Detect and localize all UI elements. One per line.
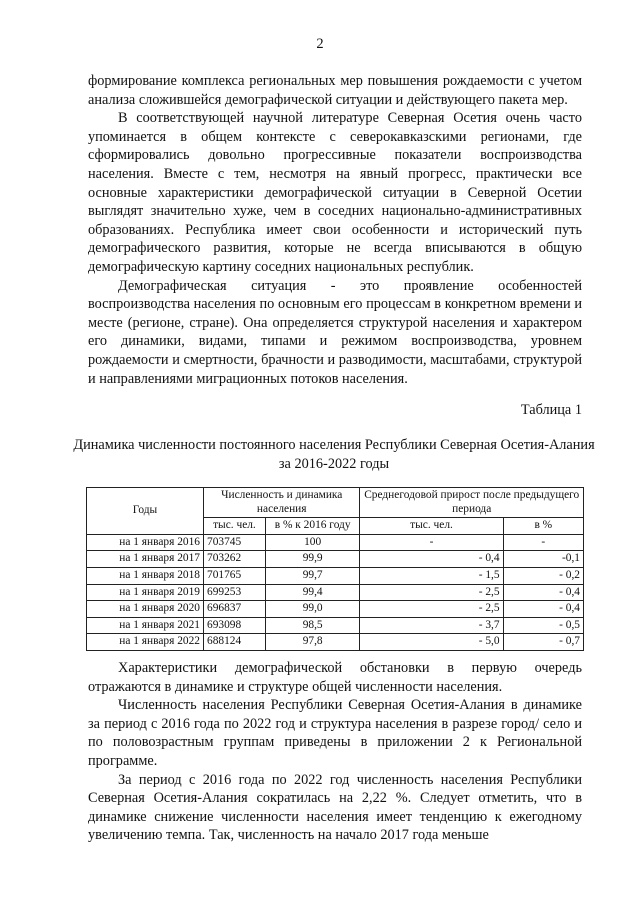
cell-year: на 1 января 2016 bbox=[87, 534, 204, 551]
cell-thousand: 696837 bbox=[204, 601, 266, 618]
page-number: 2 bbox=[316, 36, 324, 52]
cell-growth: - 0,4 bbox=[360, 551, 503, 568]
table-row bbox=[87, 584, 584, 601]
table-row bbox=[87, 534, 584, 551]
cell-thousand: 693098 bbox=[204, 617, 266, 634]
paragraph: Численность населения Республики Северная Осетия-Алания в динамике за период с 2016 года по 2022 год и структура населения в разрезе город/ село и по половозрастным группам приведены в приложении 2 к Региональной программе. bbox=[88, 697, 582, 769]
subheader-percent: в % bbox=[503, 518, 583, 535]
subheader-thousand: тыс. чел. bbox=[204, 518, 266, 535]
cell-growth-pct: - 0,5 bbox=[503, 617, 583, 634]
population-table bbox=[86, 487, 584, 651]
cell-growth-pct: -0,1 bbox=[503, 551, 583, 568]
cell-percent-2016: 97,8 bbox=[265, 634, 360, 651]
cell-growth: - 2,5 bbox=[360, 584, 503, 601]
header-growth: Среднегодовой прирост после предыдущего периода bbox=[360, 488, 584, 518]
subheader-thousand-growth: тыс. чел. bbox=[360, 518, 503, 535]
cell-growth-pct: - bbox=[503, 534, 583, 551]
cell-percent-2016: 98,5 bbox=[265, 617, 360, 634]
cell-growth: - bbox=[360, 534, 503, 551]
cell-growth-pct: - 0,2 bbox=[503, 567, 583, 584]
cell-growth-pct: - 0,4 bbox=[503, 584, 583, 601]
cell-year: на 1 января 2017 bbox=[87, 551, 204, 568]
table-row bbox=[87, 617, 584, 634]
cell-thousand: 703262 bbox=[204, 551, 266, 568]
cell-year: на 1 января 2020 bbox=[87, 601, 204, 618]
table-row bbox=[87, 567, 584, 584]
table-header-row bbox=[87, 488, 584, 518]
paragraph: Демографическая ситуация - это проявление особенностей воспроизводства населения по основным его процессам в конкретном времени и месте (регионе, стране). Она определяется структурой населения и характером его динамики, видами, типами и режимом воспроизводства, уровнем рождаемости и смертности, брачности и разводимости, масштабами, структурой и направлениями миграционных потоков населения. bbox=[88, 277, 582, 387]
intro-text bbox=[88, 72, 582, 388]
paragraph: За период с 2016 года по 2022 год численность населения Республики Северная Осетия-Алания сократилась на 2,22 %. Следует отметить, что в динамике снижение численности населения имеет тенденцию к ежегодному увеличению темпа. Так, численность на начало 2017 года меньше bbox=[88, 771, 582, 844]
cell-percent-2016: 99,0 bbox=[265, 601, 360, 618]
cell-growth: - 3,7 bbox=[360, 617, 503, 634]
after-text bbox=[88, 659, 582, 845]
subheader-percent-2016: в % к 2016 году bbox=[265, 518, 360, 535]
header-years: Годы bbox=[87, 488, 204, 535]
cell-growth: - 5,0 bbox=[360, 634, 503, 651]
paragraph: формирование комплекса региональных мер повышения рождаемости с учетом анализа сложившейся демографической ситуации и действующего пакета мер. bbox=[88, 73, 582, 108]
table-label: Таблица 1 bbox=[520, 402, 582, 418]
cell-percent-2016: 100 bbox=[265, 534, 360, 551]
table-title: Динамика численности постоянного населения Республики Северная Осетия-Алания за 2016-2022 годы bbox=[73, 437, 595, 472]
cell-percent-2016: 99,9 bbox=[265, 551, 360, 568]
cell-thousand: 703745 bbox=[204, 534, 266, 551]
cell-growth-pct: - 0,7 bbox=[503, 634, 583, 651]
table-row bbox=[87, 601, 584, 618]
table-row bbox=[87, 551, 584, 568]
paragraph: Характеристики демографической обстановки в первую очередь отражаются в динамике и структуре общей численности населения. bbox=[88, 660, 582, 695]
header-population: Численность и динамика населения bbox=[204, 488, 360, 518]
cell-growth: - 1,5 bbox=[360, 567, 503, 584]
cell-percent-2016: 99,4 bbox=[265, 584, 360, 601]
paragraph: В соответствующей научной литературе Северная Осетия очень часто упоминается в общем контексте с северокавказскими регионами, где сформировались довольно прогрессивные показатели воспроизводства населения. Вместе с тем, несмотря на явный прогресс, практически все основные характеристики демографической ситуации в Северной Осетии выглядят значительно хуже, чем в соседних национально-административных образованиях. Республика имеет свои особенности и исторический путь демографического развития, которые не всегда вписываются в общую демографическую картину соседних национальных республик. bbox=[88, 110, 582, 275]
cell-year: на 1 января 2018 bbox=[87, 567, 204, 584]
cell-growth: - 2,5 bbox=[360, 601, 503, 618]
cell-percent-2016: 99,7 bbox=[265, 567, 360, 584]
cell-year: на 1 января 2021 bbox=[87, 617, 204, 634]
cell-year: на 1 января 2019 bbox=[87, 584, 204, 601]
table-row bbox=[87, 634, 584, 651]
cell-thousand: 688124 bbox=[204, 634, 266, 651]
cell-thousand: 701765 bbox=[204, 567, 266, 584]
cell-year: на 1 января 2022 bbox=[87, 634, 204, 651]
cell-thousand: 699253 bbox=[204, 584, 266, 601]
cell-growth-pct: - 0,4 bbox=[503, 601, 583, 618]
